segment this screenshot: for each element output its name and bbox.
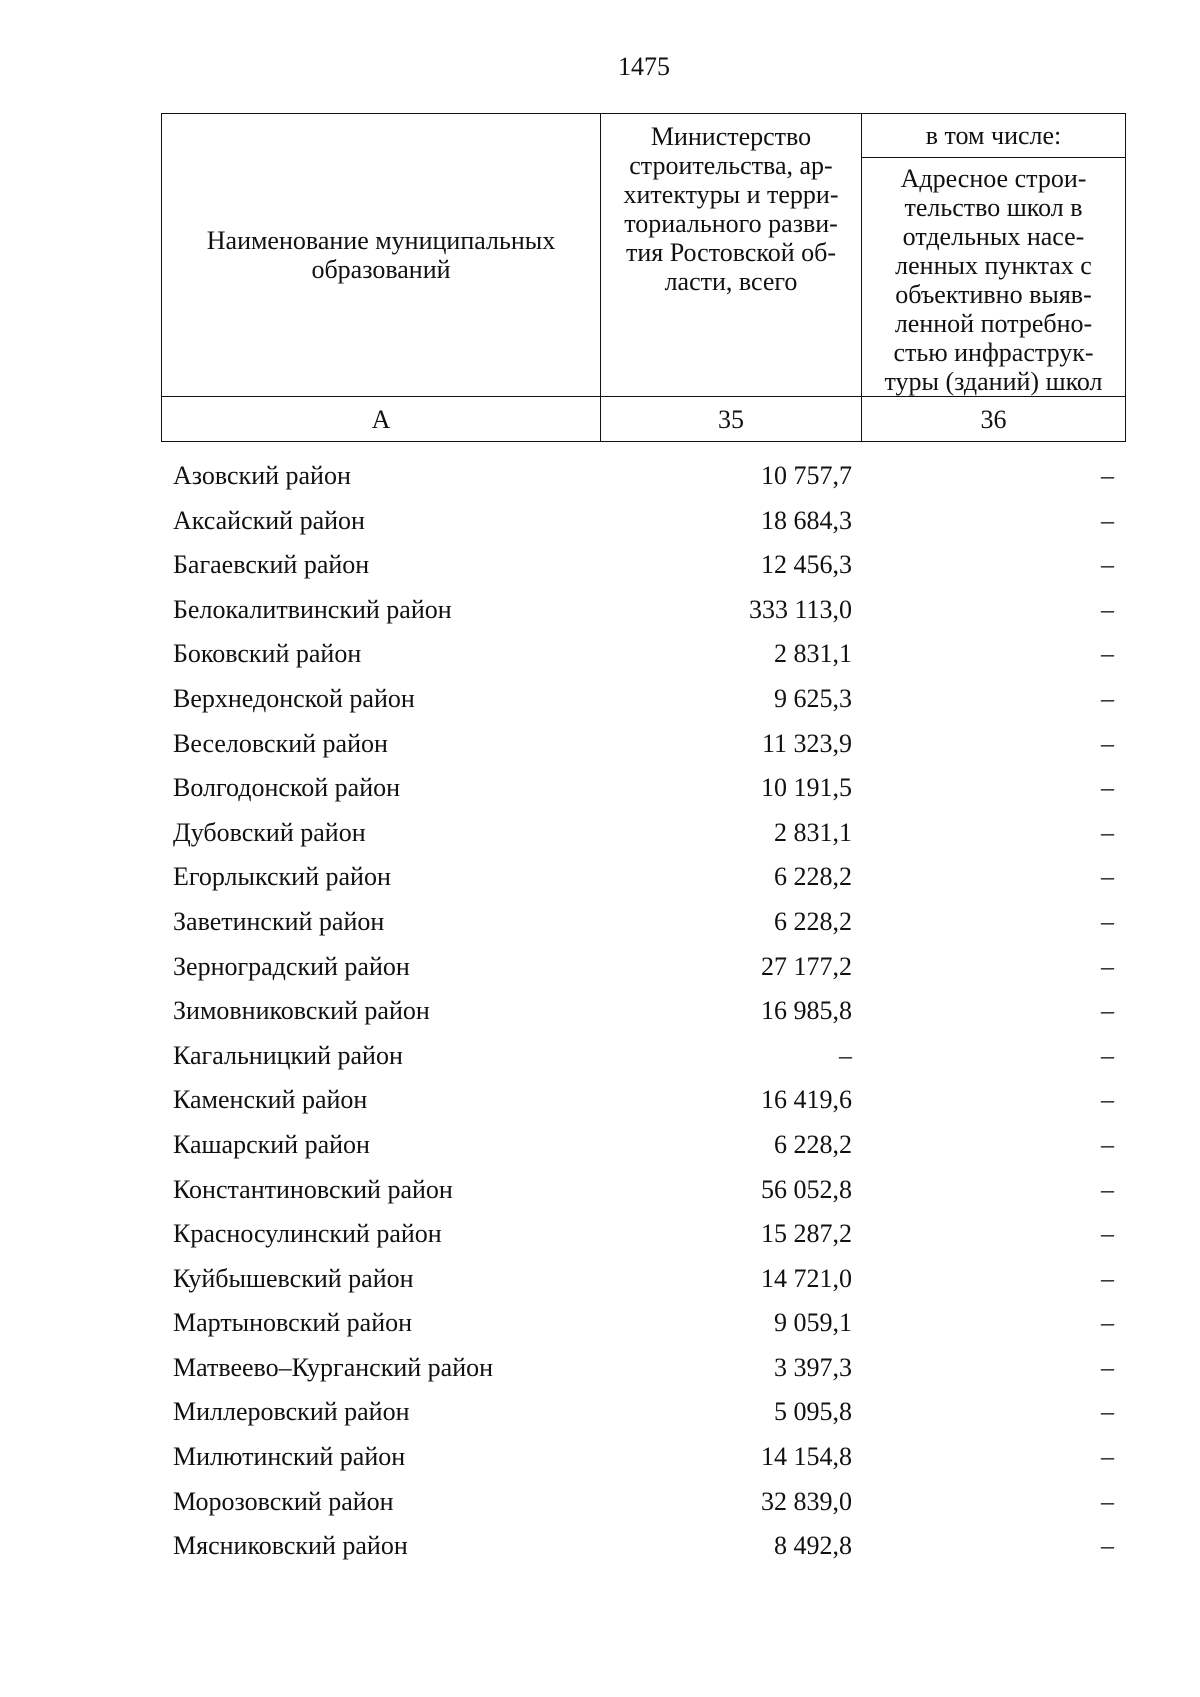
row-total: 27 177,2 [761, 951, 852, 981]
row-total: 8 492,8 [774, 1531, 852, 1561]
row-address: – [1101, 906, 1114, 936]
row-address: – [1101, 1397, 1114, 1427]
row-address: – [1101, 1486, 1114, 1516]
table-row [161, 1390, 1126, 1435]
row-address: – [1101, 728, 1114, 758]
table-row [161, 1034, 1126, 1079]
row-total: 56 052,8 [761, 1174, 852, 1204]
row-address: – [1101, 1263, 1114, 1293]
row-total: 14 154,8 [761, 1442, 852, 1472]
row-name: Заветинский район [173, 906, 385, 936]
row-name: Веселовский район [173, 728, 388, 758]
table-row [161, 588, 1126, 633]
header-including-cell [862, 114, 1126, 158]
row-name: Дубовский район [173, 817, 366, 847]
row-name: Кагальницкий район [173, 1040, 403, 1070]
table-row [161, 766, 1126, 811]
table-row [161, 900, 1126, 945]
table-row [161, 1212, 1126, 1257]
row-total: 11 323,9 [761, 728, 852, 758]
row-address: – [1101, 1308, 1114, 1338]
table-row [161, 811, 1126, 856]
row-total: 2 831,1 [774, 639, 852, 669]
row-name: Матвеево–Курганский район [173, 1352, 494, 1382]
row-total: 14 721,0 [761, 1263, 852, 1293]
table-row [161, 1435, 1126, 1480]
header-name-cell [162, 114, 601, 397]
row-total: 3 397,3 [774, 1352, 852, 1382]
row-total: 9 059,1 [774, 1308, 852, 1338]
row-name: Миллеровский район [173, 1397, 410, 1427]
row-address: – [1101, 1040, 1114, 1070]
row-name: Волгодонской район [173, 773, 401, 803]
row-total: 333 113,0 [748, 594, 852, 624]
row-address: – [1101, 594, 1114, 624]
row-name: Куйбышевский район [173, 1263, 414, 1293]
header-code-row [162, 397, 1126, 442]
row-address: – [1101, 1442, 1114, 1472]
header-address-cell [862, 158, 1126, 397]
row-name: Красносулинский район [173, 1219, 442, 1249]
row-address: – [1101, 505, 1114, 535]
row-name: Белокалитвинский район [173, 594, 452, 624]
code-name: А [162, 397, 601, 442]
table-row [161, 1301, 1126, 1346]
table-row [161, 1480, 1126, 1525]
table-row [161, 632, 1126, 677]
row-address: – [1101, 1174, 1114, 1204]
row-name: Зерноградский район [173, 951, 410, 981]
row-name: Багаевский район [173, 550, 370, 580]
header-total-label: Министерство строительства, ар-хитектуры и терри-ториального разви-тия Ростовской об-ласти, всего [623, 122, 839, 296]
table-row [161, 1346, 1126, 1391]
table-row [161, 989, 1126, 1034]
table-row [161, 677, 1126, 722]
row-total: 5 095,8 [774, 1397, 852, 1427]
header-including-label: в том числе: [925, 121, 1062, 150]
row-name: Егорлыкский район [173, 862, 391, 892]
row-total: 16 985,8 [761, 996, 852, 1026]
table-body [161, 454, 1126, 1569]
row-total: 2 831,1 [774, 817, 852, 847]
table-row [161, 1524, 1126, 1569]
table-row [161, 543, 1126, 588]
row-address: – [1101, 1129, 1114, 1159]
row-total: 6 228,2 [774, 1129, 852, 1159]
table-row [161, 1123, 1126, 1168]
header-total-cell [601, 114, 862, 397]
row-address: – [1101, 639, 1114, 669]
row-address: – [1101, 550, 1114, 580]
row-address: – [1101, 817, 1114, 847]
row-name: Аксайский район [173, 505, 365, 535]
row-total: 9 625,3 [774, 683, 852, 713]
row-name: Мартыновский район [173, 1308, 413, 1338]
row-name: Морозовский район [173, 1486, 394, 1516]
row-name: Каменский район [173, 1085, 368, 1115]
header-address-label: Адресное строи-тельство школ в отдельных насе-ленных пунктах с объективно выяв-ленной потребно-стью инфраструк-туры (зданий) школ [884, 164, 1103, 396]
row-address: – [1101, 996, 1114, 1026]
row-address: – [1101, 1085, 1114, 1115]
row-address: – [1101, 951, 1114, 981]
table-row [161, 499, 1126, 544]
table-row [161, 1078, 1126, 1123]
row-total: 12 456,3 [761, 550, 852, 580]
row-name: Кашарский район [173, 1129, 370, 1159]
header-name-label: Наименование муниципальных образований [206, 226, 556, 284]
row-name: Верхнедонской район [173, 683, 415, 713]
row-address: – [1101, 862, 1114, 892]
row-total: 10 191,5 [761, 773, 852, 803]
row-total: 10 757,7 [761, 461, 852, 490]
row-name: Мясниковский район [173, 1531, 408, 1561]
row-address: – [1101, 1531, 1114, 1561]
table-row [161, 945, 1126, 990]
row-total: 18 684,3 [761, 505, 852, 535]
code-total: 35 [601, 397, 862, 442]
row-total: 32 839,0 [761, 1486, 852, 1516]
row-name: Зимовниковский район [173, 996, 430, 1026]
row-address: – [1101, 461, 1114, 490]
row-address: – [1101, 1219, 1114, 1249]
table-row [161, 1257, 1126, 1302]
page-number: 1475 [618, 52, 670, 81]
row-name: Милютинский район [173, 1442, 406, 1472]
row-total: – [839, 1040, 852, 1070]
table-row [161, 1168, 1126, 1213]
code-address: 36 [862, 397, 1126, 442]
row-name: Боковский район [173, 639, 362, 669]
table-row [161, 855, 1126, 900]
row-name: Константиновский район [173, 1174, 453, 1204]
row-total: 6 228,2 [774, 862, 852, 892]
table-row [161, 454, 1126, 499]
row-address: – [1101, 1352, 1114, 1382]
row-total: 16 419,6 [761, 1085, 852, 1115]
row-total: 15 287,2 [761, 1219, 852, 1249]
row-total: 6 228,2 [774, 906, 852, 936]
row-address: – [1101, 773, 1114, 803]
row-name: Азовский район [173, 461, 351, 490]
row-address: – [1101, 683, 1114, 713]
table-row [161, 722, 1126, 767]
table-header [161, 113, 1126, 442]
